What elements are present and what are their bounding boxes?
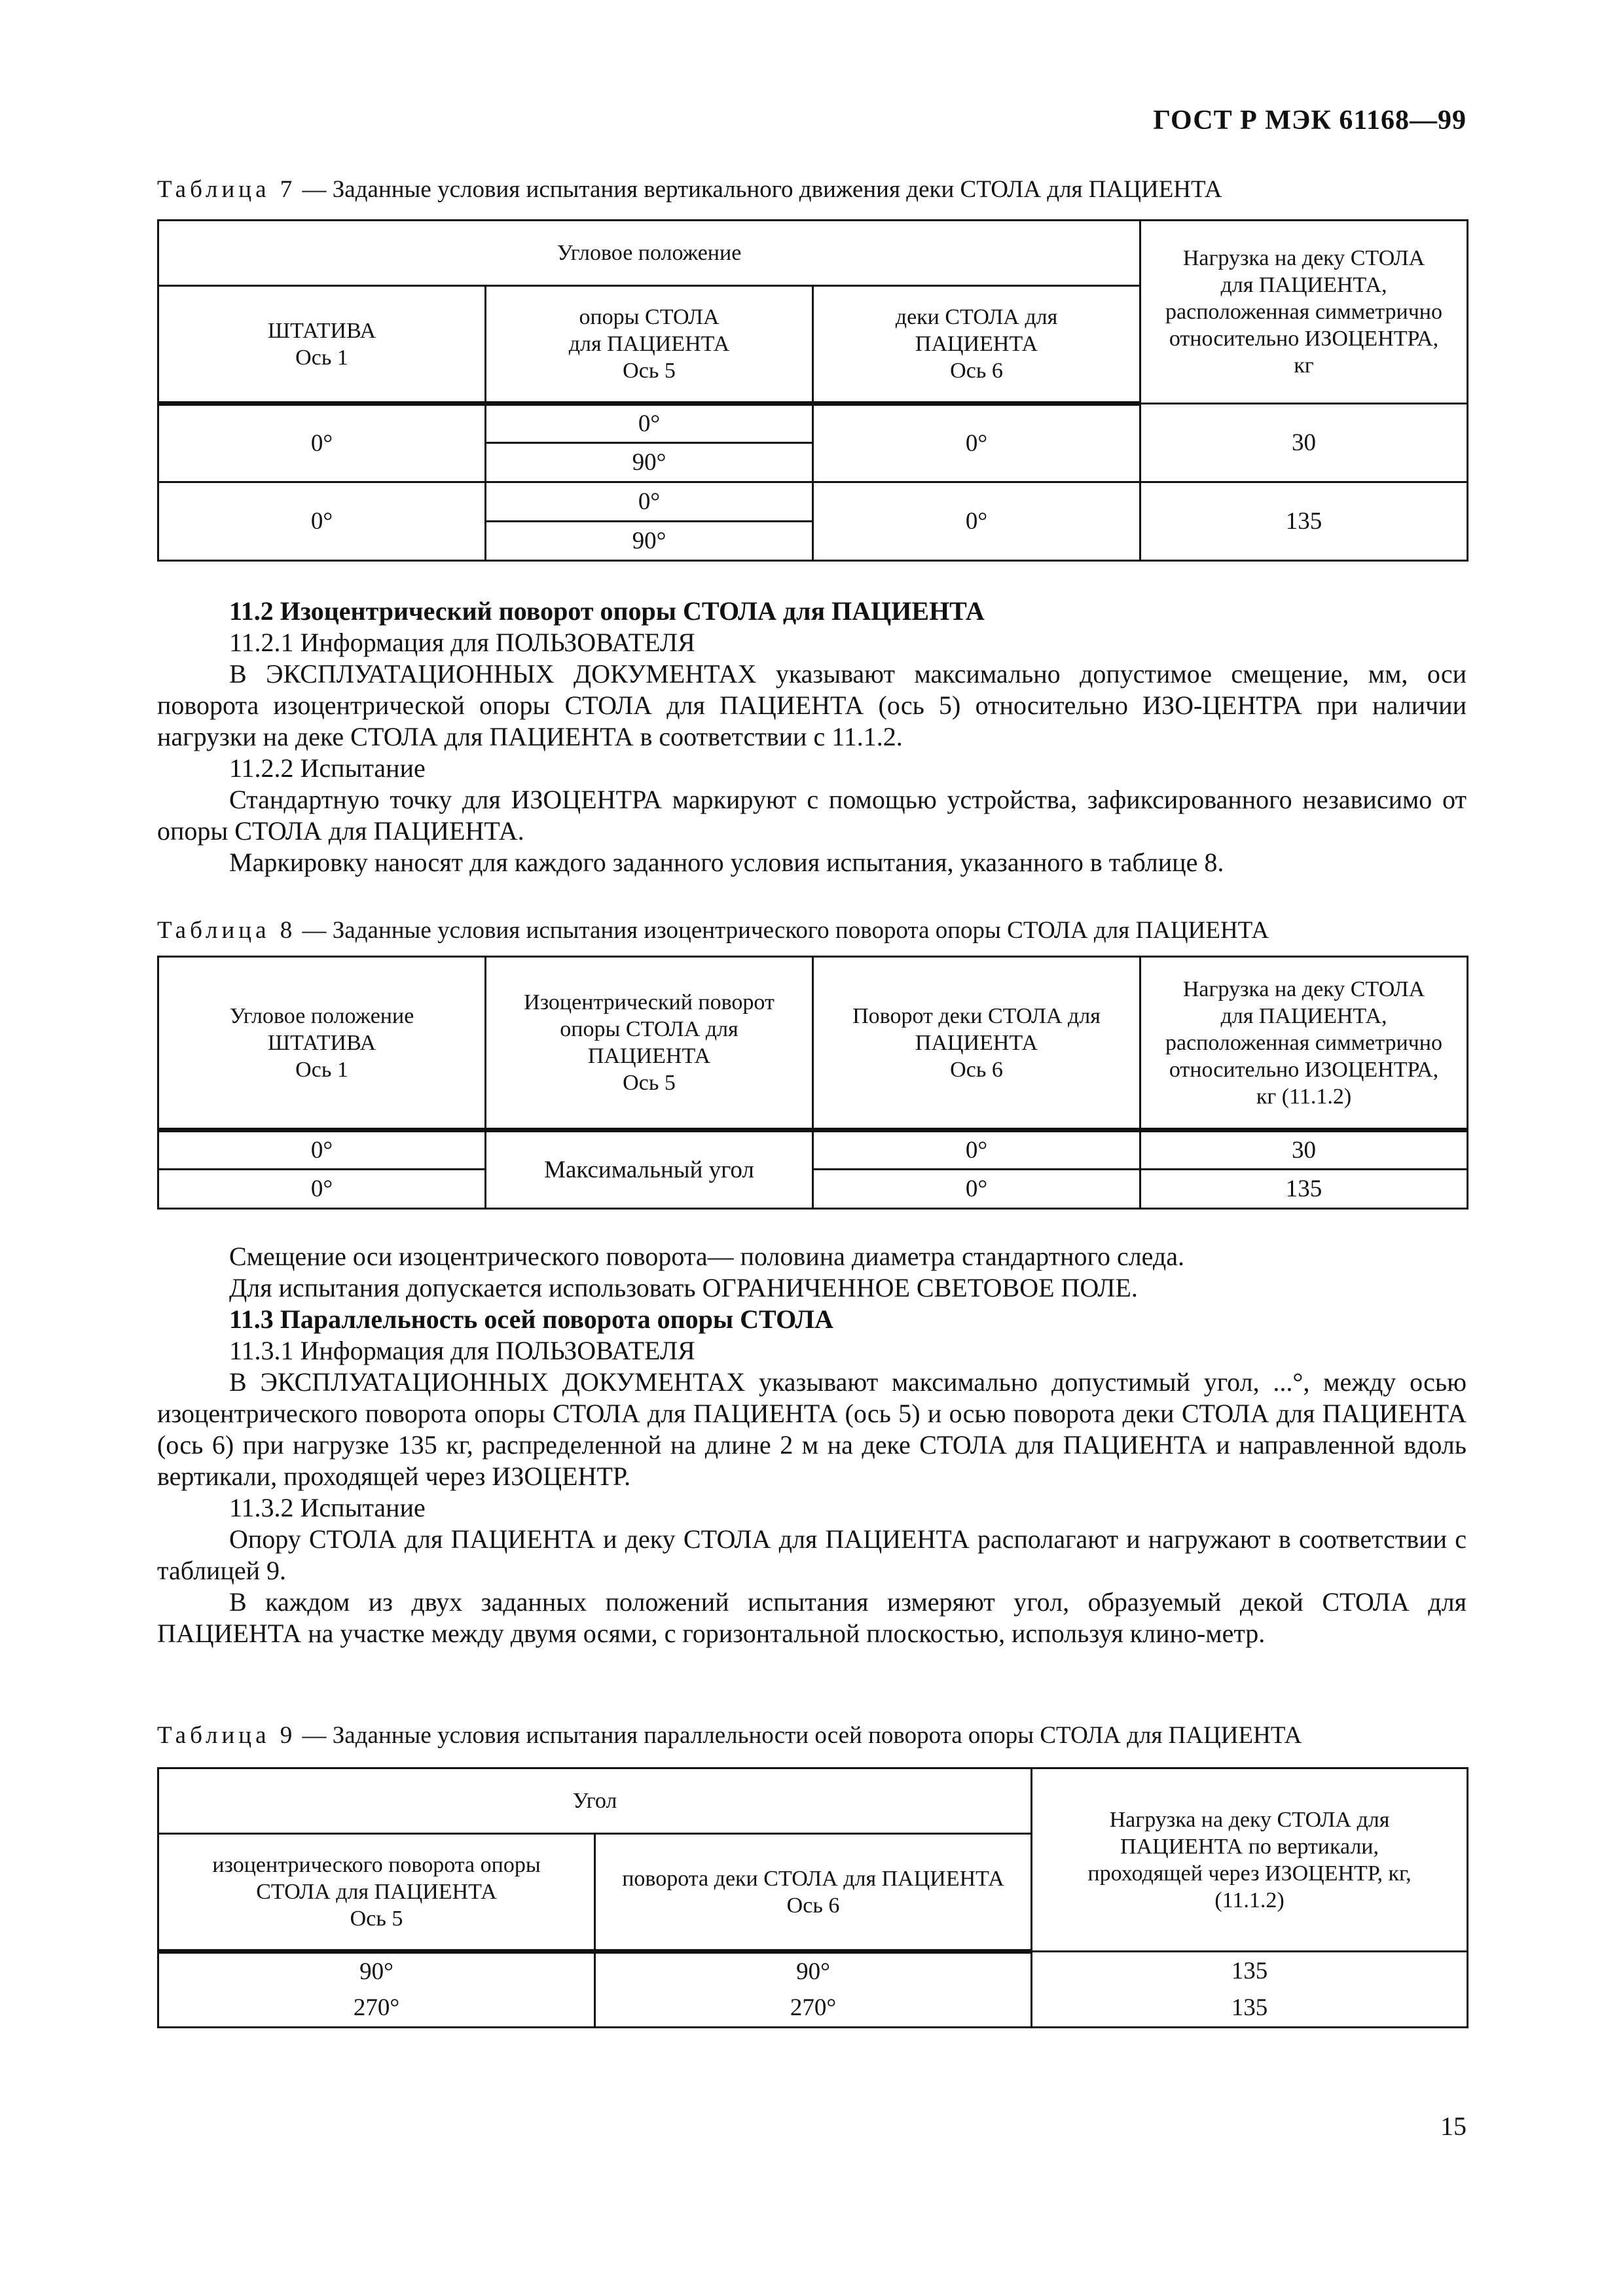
table7-head-axis1: ШТАТИВА Ось 1 [158,286,486,404]
table8-cell: 0° [813,1170,1140,1209]
table8-head-axis1: Угловое положение ШТАТИВА Ось 1 [158,957,486,1130]
section-11-3-1-heading: 11.3.1 Информация для ПОЛЬЗОВАТЕЛЯ [229,1336,695,1365]
table7-cell: 90° [486,443,813,482]
section-11-2-1-text: В ЭКСПЛУАТАЦИОННЫХ ДОКУМЕНТАХ указывают максимально допустимое смещение, мм, оси поворота изоцентрической опоры СТОЛА для ПАЦИЕНТА (ось 5) относительно ИЗО-ЦЕНТРА при наличии нагрузки на деке СТОЛА для ПАЦИЕНТА в соответствии с 11.1.2. [157,659,1467,751]
table8-cell: 0° [158,1130,486,1170]
table8-cell: 30 [1140,1130,1468,1170]
table7-head-load: Нагрузка на деку СТОЛА для ПАЦИЕНТА, расположенная симметрично относительно ИЗОЦЕНТРА, кг [1140,221,1468,404]
table7-cell: 30 [1140,404,1468,482]
table9-cell: 135 [1032,1990,1468,2028]
section-11-2-2-heading: 11.2.2 Испытание [229,753,426,783]
table8-label: Таблица 8 [157,917,297,944]
offset-note: Смещение оси изоцентрического поворота— половина диаметра стандартного следа. [229,1242,1184,1271]
table7 [157,219,1468,562]
section-11-3 [157,1241,1467,1649]
table9-cell: 90° [158,1952,595,1990]
table9-cell: 135 [1032,1952,1468,1990]
document-header: ГОСТ Р МЭК 61168—99 [1153,105,1467,135]
table-row [158,1952,1468,1990]
table8-head-axis5: Изоцентрический поворот опоры СТОЛА для ПАЦИЕНТА Ось 5 [486,957,813,1130]
table7-cell: 0° [813,404,1140,482]
table9-cell: 270° [595,1990,1032,2028]
table8-cell: 135 [1140,1170,1468,1209]
table7-cell: 0° [813,482,1140,561]
section-11-2-title: 11.2 Изоцентрический поворот опоры СТОЛА для ПАЦИЕНТА [229,596,985,626]
table8-cell: 0° [813,1130,1140,1170]
section-11-3-2-text: Опору СТОЛА для ПАЦИЕНТА и деку СТОЛА для ПАЦИЕНТА располагают и нагружают в соответствии с таблицей 9. [157,1524,1467,1585]
table9-cell: 270° [158,1990,595,2028]
table7-label: Таблица 7 [157,176,297,203]
table9 [157,1767,1468,2028]
table8 [157,956,1468,1210]
section-11-3-2-heading: 11.3.2 Испытание [229,1493,426,1522]
table7-cell: 90° [486,522,813,561]
table7-cell: 0° [158,482,486,561]
table7-cell: 135 [1140,482,1468,561]
section-11-2-2-text: Стандартную точку для ИЗОЦЕНТРА маркируют с помощью устройства, зафиксированного независимо от опоры СТОЛА для ПАЦИЕНТА. [157,785,1467,846]
table8-cell-max-angle: Максимальный угол [486,1130,813,1209]
page-number: 15 [1440,2111,1467,2141]
table9-head-axis6: поворота деки СТОЛА для ПАЦИЕНТА Ось 6 [595,1834,1032,1952]
table9-caption [157,1721,1302,1749]
table-row [158,482,1468,522]
section-11-3-2-text-2: В каждом из двух заданных положений испытания измеряют угол, образуемый декой СТОЛА для ПАЦИЕНТА на участке между двумя осями, с горизонтальной плоскостью, используя клино-метр. [157,1587,1467,1648]
table9-cell: 90° [595,1952,1032,1990]
table8-head-load: Нагрузка на деку СТОЛА для ПАЦИЕНТА, расположенная симметрично относительно ИЗОЦЕНТРА, кг (11.1.2) [1140,957,1468,1130]
section-11-3-title: 11.3 Параллельность осей поворота опоры СТОЛА [229,1304,833,1334]
table-row [158,1170,1468,1209]
table8-head-axis6: Поворот деки СТОЛА для ПАЦИЕНТА Ось 6 [813,957,1140,1130]
table7-cell: 0° [486,482,813,522]
table-row [158,1130,1468,1170]
section-11-2-1-heading: 11.2.1 Информация для ПОЛЬЗОВАТЕЛЯ [229,628,695,657]
table7-cell: 0° [158,404,486,482]
table8-cell: 0° [158,1170,486,1209]
table-row [158,1990,1468,2028]
table9-head-angle: Угол [158,1768,1032,1834]
table7-title: — Заданные условия испытания вертикального движения деки СТОЛА для ПАЦИЕНТА [296,176,1222,203]
document-page [157,0,1467,2296]
table8-caption [157,916,1269,944]
table9-label: Таблица 9 [157,1722,297,1749]
table9-head-axis5: изоцентрического поворота опоры СТОЛА для ПАЦИЕНТА Ось 5 [158,1834,595,1952]
table9-title: — Заданные условия испытания параллельности осей поворота опоры СТОЛА для ПАЦИЕНТА [296,1722,1302,1749]
table9-head-load: Нагрузка на деку СТОЛА для ПАЦИЕНТА по вертикали, проходящей через ИЗОЦЕНТР, кг, (11.1.2) [1032,1768,1468,1952]
table7-head-angular: Угловое положение [158,221,1140,286]
table7-head-axis6: деки СТОЛА для ПАЦИЕНТА Ось 6 [813,286,1140,404]
table7-cell: 0° [486,404,813,443]
table-row [158,404,1468,443]
table7-caption [157,175,1222,204]
table8-title: — Заданные условия испытания изоцентрического поворота опоры СТОЛА для ПАЦИЕНТА [296,917,1269,944]
section-11-2-2-text-2: Маркировку наносят для каждого заданного условия испытания, указанного в таблице 8. [229,848,1224,877]
section-11-3-1-text: В ЭКСПЛУАТАЦИОННЫХ ДОКУМЕНТАХ указывают максимально допустимый угол, ...°, между осью изоцентрического поворота опоры СТОЛА для ПАЦИЕНТА (ось 5) и осью поворота деки СТОЛА для ПАЦИЕНТА (ось 6) при нагрузке 135 кг, распределенной на длине 2 м на деке СТОЛА для ПАЦИЕНТА и направленной вдоль вертикали, проходящей через ИЗОЦЕНТР. [157,1367,1467,1491]
table7-head-axis5: опоры СТОЛА для ПАЦИЕНТА Ось 5 [486,286,813,404]
section-11-2 [157,596,1467,878]
light-field-note: Для испытания допускается использовать ОГРАНИЧЕННОЕ СВЕТОВОЕ ПОЛЕ. [229,1273,1138,1302]
